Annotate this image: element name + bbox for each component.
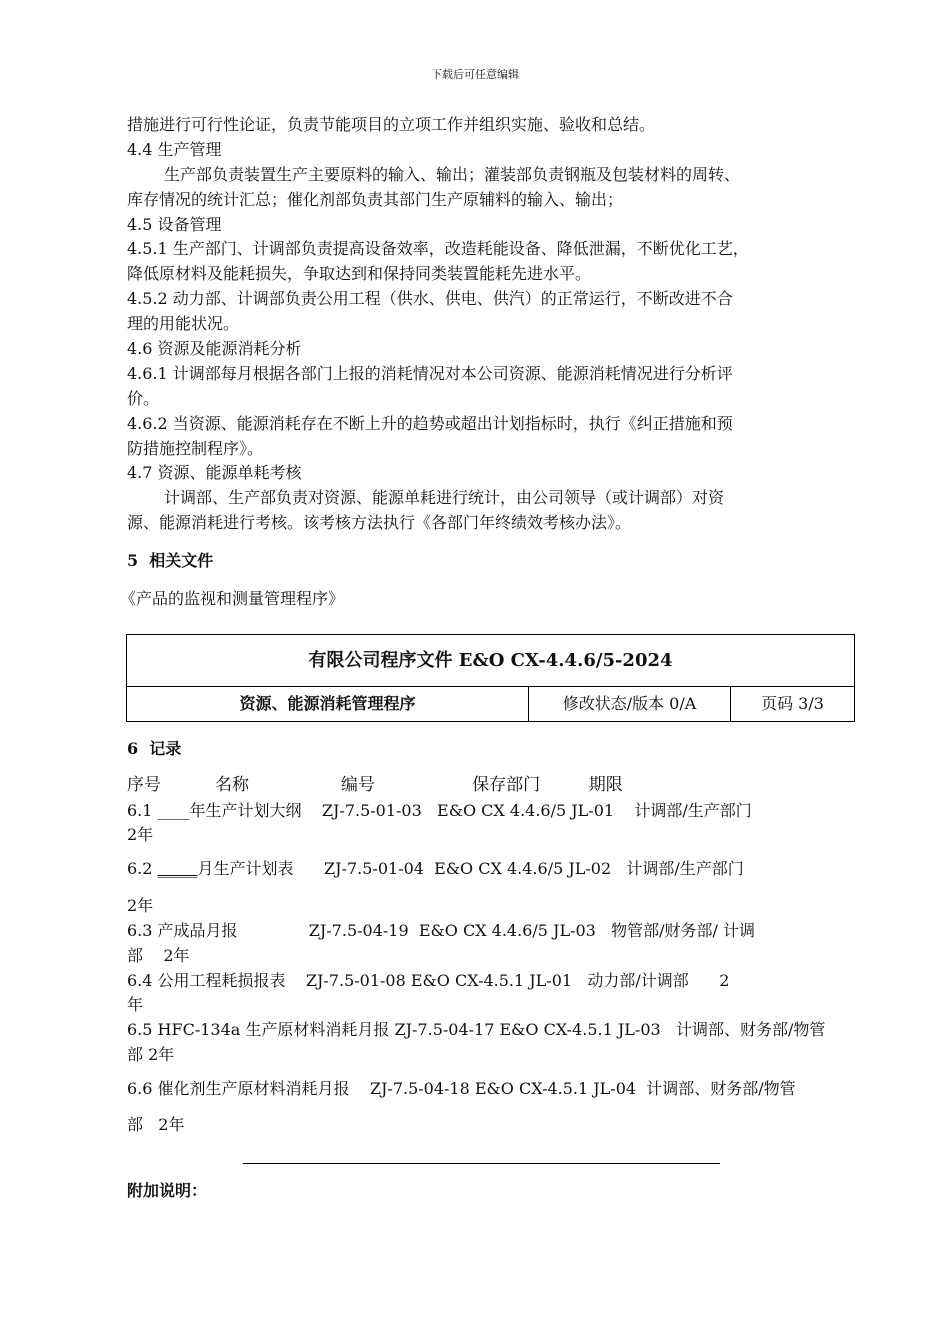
text-line: 措施进行可行性论证，负责节能项目的立项工作并组织实施、验收和总结。 <box>127 115 656 134</box>
record-row-6: 6.6 催化剂生产原材料消耗月报 ZJ-7.5-04-18 E&O CX-4.5.1 JL-04 计调部、财务部/物管 <box>127 1079 796 1098</box>
text-line: 源、能源消耗进行考核。该考核方法执行《各部门年终绩效考核办法》。 <box>127 513 632 532</box>
text-line: 生产部负责装置生产主要原料的输入、输出；灌装部负责钢瓶及包装材料的周转、 <box>164 165 741 184</box>
additional-notes-label: 附加说明： <box>127 1181 208 1200</box>
blank-field: ____ <box>157 801 190 820</box>
related-document: 《产品的监视和测量管理程序》 <box>120 589 345 608</box>
section-heading-4-6: 4.6 资源及能源消耗分析 <box>127 339 302 358</box>
section-heading-4-4: 4.4 生产管理 <box>127 140 222 159</box>
page-number: 页码 3/3 <box>761 694 824 713</box>
text-line: 4.5.1 生产部门、计调部负责提高设备效率，改造耗能设备、降低泄漏，不断优化工艺， <box>127 239 749 258</box>
record-row-2-cont: 2年 <box>127 896 154 915</box>
blank-field: _____ <box>157 859 198 878</box>
record-row-5: 6.5 HFC-134a 生产原材料消耗月报 ZJ-7.5-04-17 E&O CX-4.5.1 JL-03 计调部、财务部/物管 <box>127 1020 826 1039</box>
record-number: 6.2 <box>127 859 158 878</box>
page-header: 下载后可任意编辑 <box>431 68 519 81</box>
document-info-row <box>127 687 854 721</box>
text-line: 4.6.2 当资源、能源消耗存在不断上升的趋势或超出计划指标时，执行《纠正措施和预 <box>127 414 733 433</box>
text-line: 理的用能状况。 <box>127 314 240 333</box>
text-line: 4.5.2 动力部、计调部负责公用工程（供水、供电、供汽）的正常运行，不断改进不合 <box>127 289 733 308</box>
record-row-5-cont: 部 2年 <box>127 1045 175 1064</box>
record-row-1 <box>127 798 857 823</box>
record-row-4-cont: 年 <box>127 995 144 1014</box>
text-line: 降低原材料及能耗损失，争取达到和保持同类装置能耗先进水平。 <box>127 264 592 283</box>
text-line: 库存情况的统计汇总；催化剂部负责其部门生产原辅料的输入、输出； <box>127 190 624 209</box>
section-heading-4-5: 4.5 设备管理 <box>127 215 222 234</box>
section-heading-5: 5 相关文件 <box>127 551 214 570</box>
record-text: 年生产计划大纲 ZJ-7.5-01-03 E&O CX 4.4.6/5 JL-01 计调部/生产部门 <box>189 801 752 820</box>
section-heading-4-7: 4.7 资源、能源单耗考核 <box>127 463 302 482</box>
record-row-3-cont: 部 2年 <box>127 946 190 965</box>
text-line: 计调部、生产部负责对资源、能源单耗进行统计，由公司领导（或计调部）对资 <box>164 488 725 507</box>
text-line: 价。 <box>127 389 160 408</box>
procedure-name: 资源、能源消耗管理程序 <box>127 687 529 721</box>
record-row-1-cont: 2年 <box>127 825 154 844</box>
divider-line <box>243 1163 720 1164</box>
document-title: 有限公司程序文件 E&O CX-4.4.6/5-2024 <box>127 635 854 687</box>
record-row-3: 6.3 产成品月报 ZJ-7.5-04-19 E&O CX 4.4.6/5 JL-03 物管部/财务部/ 计调 <box>127 921 755 940</box>
record-number: 6.1 <box>127 801 158 820</box>
records-column-headers: 序号 名称 编号 保存部门 期限 <box>127 775 623 795</box>
text-line: 防措施控制程序》。 <box>127 439 264 458</box>
text-line: 4.6.1 计调部每月根据各部门上报的消耗情况对本公司资源、能源消耗情况进行分析评 <box>127 364 733 383</box>
section-heading-6: 6 记录 <box>127 739 182 758</box>
revision-version: 修改状态/版本 0/A <box>529 687 731 721</box>
record-row-6-cont: 部 2年 <box>127 1115 185 1134</box>
document-header-box <box>126 634 855 722</box>
record-text: 月生产计划表 ZJ-7.5-01-04 E&O CX 4.4.6/5 JL-02 计调部/生产部门 <box>197 859 744 878</box>
record-row-4: 6.4 公用工程耗损报表 ZJ-7.5-01-08 E&O CX-4.5.1 JL-01 动力部/计调部 2 <box>127 971 730 990</box>
record-row-2 <box>127 856 857 881</box>
